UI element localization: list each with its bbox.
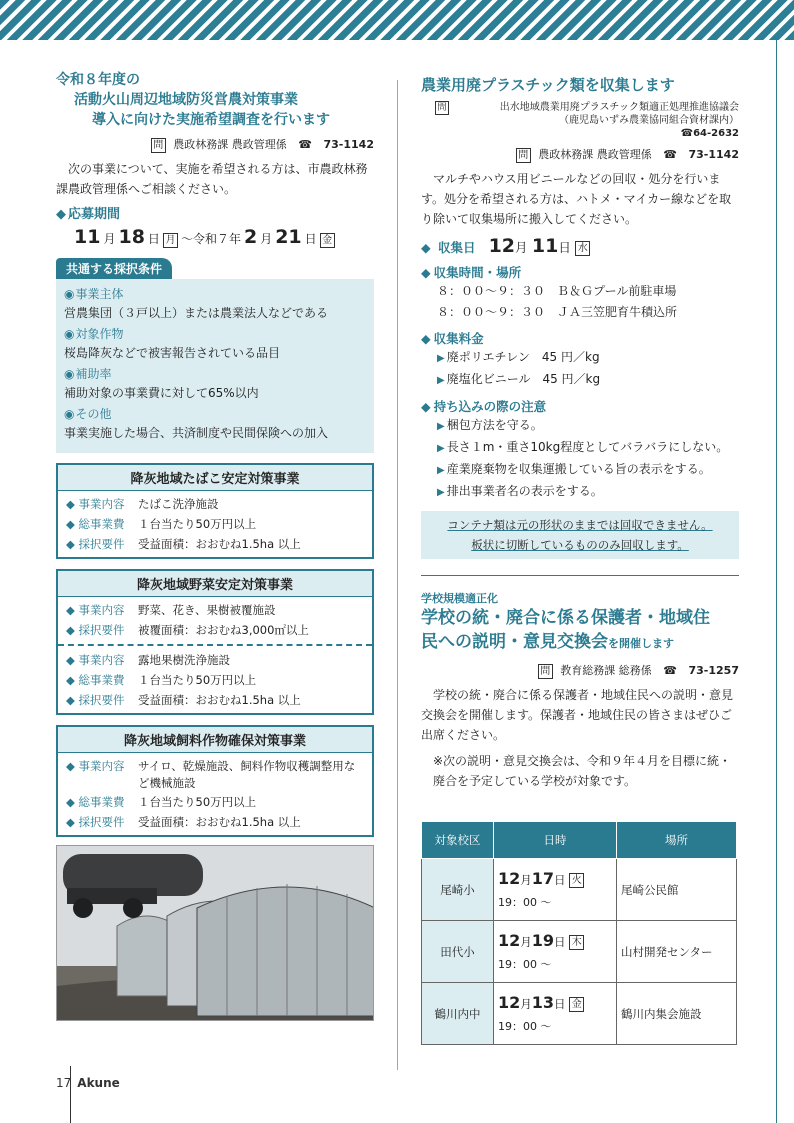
school-kicker: 学校規模適正化: [421, 592, 498, 605]
fee-line: ▶ 廃ポリエチレン 45 円／kg: [437, 347, 739, 369]
page-footer: [56, 1076, 120, 1090]
project-row: ◆ 事業内容 野菜、花き、果樹被覆施設: [66, 600, 364, 620]
right-column: [421, 70, 739, 1045]
school-note: ※次の説明・意見交換会は、令和９年４月を目標に統・廃合を予定している学校が対象です。: [433, 754, 732, 788]
condition-label: ◉ 事業主体: [64, 285, 368, 302]
table-header: 場所: [617, 822, 737, 859]
table-header: 日時: [494, 822, 617, 859]
page-number: 17: [56, 1076, 72, 1090]
condition-value: 桜島降灰などで被害報告されている品目: [64, 346, 281, 360]
project-title: 降灰地域たばこ安定対策事業: [58, 465, 372, 491]
column-divider: [397, 80, 398, 1070]
project-row: ◆ 事業内容 サイロ、乾燥施設、飼料作物収穫調整用など機械施設: [66, 756, 364, 792]
dashed-separator: [58, 644, 372, 646]
project-feed-crops: [56, 725, 374, 837]
project-title: 降灰地域野菜安定対策事業: [58, 571, 372, 597]
phone-icon: ☎: [298, 138, 312, 151]
fee-line: ▶ 廃塩化ビニール 45 円／kg: [437, 369, 739, 391]
greenhouse-illustration: [57, 846, 374, 1021]
left-article-title: 令和８年度の 活動火山周辺地域防災営農対策事業 導入に向けた実施希望調査を行います: [56, 72, 330, 128]
time-place-line: ８：００～９：３０ Ｂ＆Ｇプール前駐車場: [437, 284, 677, 298]
plastic-article-title: 農業用廃プラスチック類を収集します: [421, 76, 675, 94]
project-title: 降灰地域飼料作物確保対策事業: [58, 727, 372, 753]
association-contact: 問 出水地域農業用廃プラスチック類適正処理推進協議会 （鹿児島いずみ農業協同組合資材課内） ☎64-2632: [421, 101, 739, 140]
table-row: 尾崎小 12月17日 火 19：00 ～ 尾崎公民館: [422, 859, 737, 921]
footer-rule: [70, 1066, 71, 1123]
plastic-intro: マルチやハウス用ビニールなどの回収・処分を行います。処分を希望される方は、ハトメ・マイカー線などを取り除いて収集場所に搬入してください。: [421, 172, 732, 226]
note-line: ▶ 産業廃棄物を収集運搬している旨の表示をする。: [437, 459, 739, 481]
conditions-tab: 共通する採択条件: [56, 258, 172, 279]
publication-name: Akune: [77, 1076, 120, 1090]
schedule-table: [421, 821, 737, 1045]
inquiry-icon: 問: [538, 664, 553, 679]
conditions-box: [56, 279, 374, 453]
project-row: ◆ 総事業費 １台当たり50万円以上: [66, 792, 364, 812]
project-row: ◆ 採択要件 被覆面積：おおむね3,000㎡以上: [66, 620, 364, 640]
condition-value: 営農集団（３戸以上）または農業法人などである: [64, 306, 329, 320]
right-edge-rule: [776, 40, 777, 1123]
project-row: ◆ 採択要件 受益面積：おおむね1.5ha 以上: [66, 534, 364, 554]
table-header: 対象校区: [422, 822, 494, 859]
phone-icon: ☎: [663, 664, 677, 677]
project-row: ◆ 事業内容 露地果樹洗浄施設: [66, 650, 364, 670]
time-place-heading: ◆ 収集時間・場所: [421, 263, 739, 281]
collect-day: ◆ 収集日 12月 11日 水: [421, 235, 739, 257]
school-para: 学校の統・廃合に係る保護者・地域住民への説明・意見交換会を開催します。保護者・地域住民の皆さまはぜひご出席ください。: [421, 688, 734, 742]
condition-label: ◉ 対象作物: [64, 325, 368, 342]
project-row: ◆ 事業内容 たばこ洗浄施設: [66, 494, 364, 514]
period-heading: ◆ 応募期間: [56, 203, 374, 222]
left-column: [56, 70, 374, 1021]
project-vegetables: [56, 569, 374, 715]
left-intro: 次の事業について、実施を希望される方は、市農政林務課農政管理係へご相談ください。: [56, 162, 368, 196]
inquiry-icon: 問: [516, 148, 531, 163]
project-row: ◆ 採択要件 受益面積：おおむね1.5ha 以上: [66, 812, 364, 832]
condition-value: 補助対象の事業費に対して65%以内: [64, 386, 259, 400]
table-row: 鶴川内中 12月13日 金 19：00 ～ 鶴川内集会施設: [422, 983, 737, 1045]
project-row: ◆ 総事業費 １台当たり50万円以上: [66, 670, 364, 690]
top-stripe-band: [0, 0, 794, 40]
school-contact: 問 教育総務課 総務係 ☎ 73-1257: [421, 662, 739, 679]
fees-heading: ◆ 収集料金: [421, 329, 739, 347]
section-rule: [421, 575, 739, 576]
inquiry-icon: 問: [435, 101, 449, 115]
phone-icon: ☎: [663, 148, 677, 161]
inquiry-icon: 問: [151, 138, 166, 153]
condition-label: ◉ 補助率: [64, 365, 368, 382]
project-row: ◆ 総事業費 １台当たり50万円以上: [66, 514, 364, 534]
notes-heading: ◆ 持ち込みの際の注意: [421, 397, 739, 415]
note-line: ▶ 排出事業者名の表示をする。: [437, 481, 739, 503]
project-row: ◆ 採択要件 受益面積：おおむね1.5ha 以上: [66, 690, 364, 710]
condition-value: 事業実施した場合、共済制度や民間保険への加入: [64, 426, 329, 440]
table-row: 田代小 12月19日 木 19：00 ～ 山村開発センター: [422, 921, 737, 983]
left-contact: 問 農政林務課 農政管理係 ☎ 73-1142: [56, 136, 374, 153]
application-period: 11 月 18 日 月 ～令和７年 2 月 21 日 金: [74, 226, 374, 248]
project-tobacco: [56, 463, 374, 559]
phone-icon: ☎: [680, 128, 694, 139]
time-place-line: ８：００～９：３０ ＪＡ三笠肥育牛積込所: [437, 305, 678, 319]
school-article-title: 学校の統・廃合に係る保護者・地域住 民への説明・意見交換会を開催します: [421, 608, 710, 652]
condition-label: ◉ その他: [64, 405, 368, 422]
right-contact: 問 農政林務課 農政管理係 ☎ 73-1142: [421, 146, 739, 163]
note-line: ▶ 梱包方法を守る。: [437, 415, 739, 437]
note-line: ▶ 長さ１m・重さ10kg程度としてバラバラにしない。: [437, 437, 739, 459]
notice-box: コンテナ類は元の形状のままでは回収できません。 板状に切断しているもののみ回収します。: [421, 511, 739, 559]
greenhouse-photo: [56, 845, 374, 1021]
